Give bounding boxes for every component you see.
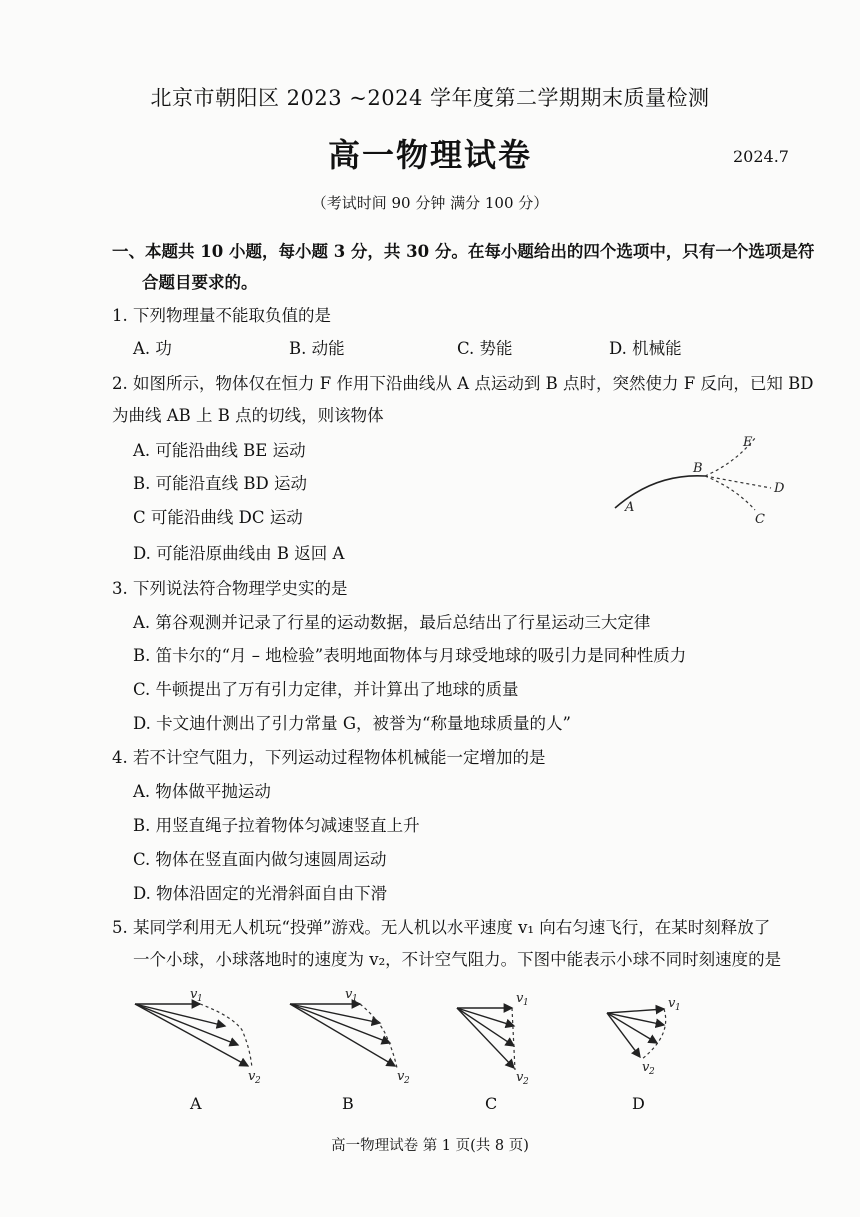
svg-text:1: 1 xyxy=(197,994,203,1004)
question-3-option-d: D. 卡文迪什测出了引力常量 G，被誉为“称量地球质量的人” xyxy=(133,714,571,733)
exam-date: 2024.7 xyxy=(733,147,789,166)
label-a: A xyxy=(625,500,635,515)
question-1-option-b: B. 动能 xyxy=(289,339,345,358)
question-2-stem-line1: 2. 如图所示，物体仅在恒力 F 作用下沿曲线从 A 点运动到 B 点时，突然使力 F 反向，已知 BD xyxy=(112,374,814,393)
svg-text:v: v xyxy=(516,1070,524,1085)
line-bd xyxy=(705,476,771,488)
svg-text:v: v xyxy=(345,987,353,1002)
question-5-label-d: D xyxy=(632,1094,645,1113)
svg-text:v: v xyxy=(190,987,198,1002)
question-2-option-a: A. 可能沿曲线 BE 运动 xyxy=(133,441,306,460)
question-1-option-c: C. 势能 xyxy=(457,339,513,358)
page-footer: 高一物理试卷 第 1 页(共 8 页) xyxy=(331,1138,529,1154)
svg-text:1: 1 xyxy=(675,1003,681,1013)
svg-text:v: v xyxy=(642,1060,650,1075)
question-5-stem-line2: 一个小球，小球落地时的速度为 v₂，不计空气阻力。下图中能表示小球不同时刻速度的是 xyxy=(133,950,782,969)
svg-text:v: v xyxy=(668,996,676,1011)
question-4-option-d: D. 物体沿固定的光滑斜面自由下滑 xyxy=(133,884,388,903)
section-instruction-line1: 一、本题共 10 小题，每小题 3 分，共 30 分。在每小题给出的四个选项中，只有一个选项是符 xyxy=(112,242,815,261)
svg-text:v: v xyxy=(397,1069,405,1084)
question-3-stem: 3. 下列说法符合物理学史实的是 xyxy=(112,579,348,598)
svg-text:1: 1 xyxy=(523,998,529,1008)
label-b: B xyxy=(693,461,703,476)
label-e: E xyxy=(743,435,753,450)
svg-text:v: v xyxy=(248,1069,256,1084)
question-2-option-d: D. 可能沿原曲线由 B 返回 A xyxy=(133,544,345,563)
exam-title: 高一物理试卷 xyxy=(327,136,532,174)
question-5-figure-a xyxy=(130,988,280,1088)
exam-time-note: （考试时间 90 分钟 满分 100 分） xyxy=(311,194,549,212)
question-5-stem-line1: 5. 某同学利用无人机玩“投弹”游戏。无人机以水平速度 v₁ 向右匀速飞行，在某时刻释放了 xyxy=(112,918,771,937)
question-5-figure-b xyxy=(285,988,435,1088)
question-1-stem: 1. 下列物理量不能取负值的是 xyxy=(112,306,331,325)
svg-text:2: 2 xyxy=(255,1076,261,1086)
question-2-figure xyxy=(605,428,805,538)
question-5-label-c: C xyxy=(485,1094,498,1113)
svg-text:2: 2 xyxy=(523,1077,529,1087)
question-2-option-b: B. 可能沿直线 BD 运动 xyxy=(133,474,307,493)
question-5-label-b: B xyxy=(342,1094,354,1113)
label-d: D xyxy=(774,481,785,496)
question-1-option-d: D. 机械能 xyxy=(609,339,682,358)
question-4-option-c: C. 物体在竖直面内做匀速圆周运动 xyxy=(133,850,387,869)
svg-text:2: 2 xyxy=(404,1076,410,1086)
question-2-stem-line2: 为曲线 AB 上 B 点的切线，则该物体 xyxy=(112,406,384,425)
question-4-option-a: A. 物体做平抛运动 xyxy=(133,782,271,801)
section-instruction-line2: 合题目要求的。 xyxy=(142,273,258,292)
question-1-option-a: A. 功 xyxy=(133,339,172,358)
label-c: C xyxy=(755,512,765,527)
question-4-stem: 4. 若不计空气阻力，下列运动过程物体机械能一定增加的是 xyxy=(112,748,546,767)
svg-text:2: 2 xyxy=(649,1067,655,1077)
question-5-figure-d xyxy=(602,995,712,1085)
question-5-figure-c xyxy=(452,988,562,1088)
question-3-option-a: A. 第谷观测并记录了行星的运动数据，最后总结出了行星运动三大定律 xyxy=(133,613,651,632)
question-5-label-a: A xyxy=(190,1094,202,1113)
school-line: 北京市朝阳区 2023 ~2024 学年度第二学期期末质量检测 xyxy=(150,86,710,110)
svg-text:v: v xyxy=(516,991,524,1006)
svg-text:1: 1 xyxy=(352,994,358,1004)
question-4-option-b: B. 用竖直绳子拉着物体匀减速竖直上升 xyxy=(133,816,420,835)
question-2-option-c: C 可能沿曲线 DC 运动 xyxy=(133,508,303,527)
question-3-option-b: B. 笛卡尔的“月 – 地检验”表明地面物体与月球受地球的吸引力是同种性质力 xyxy=(133,646,687,665)
question-3-option-c: C. 牛顿提出了万有引力定律，并计算出了地球的质量 xyxy=(133,680,519,699)
